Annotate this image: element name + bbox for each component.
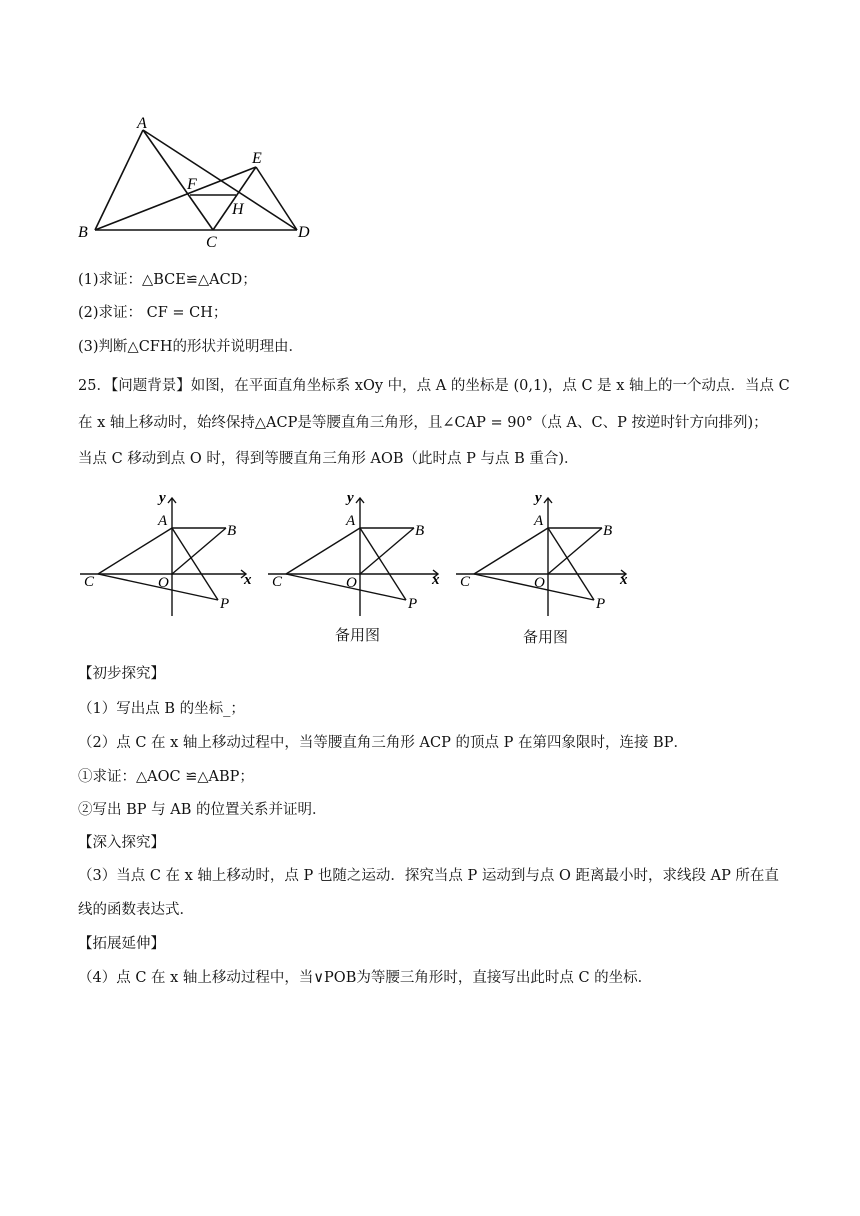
q24-part1: (1)求证：△BCE≌△ACD；: [78, 272, 257, 288]
label-a: A: [137, 115, 147, 132]
fig2-x-label: x: [432, 572, 440, 588]
fig3-c-label: C: [460, 574, 471, 590]
fig1-o-label: O: [158, 575, 169, 591]
q25-question1: （1）写出点 B 的坐标_；: [78, 701, 245, 717]
q24-part3: (3)判断△CFH的形状并说明理由．: [78, 339, 303, 355]
q25-question2-part2: ②写出 BP 与 AB 的位置关系并证明．: [78, 802, 327, 818]
fig1-p-label: P: [220, 596, 230, 612]
q24-part2: (2)求证： CF = CH；: [78, 305, 228, 321]
label-e: E: [252, 150, 262, 167]
label-h: H: [232, 201, 244, 218]
figure3-caption: 备用图: [523, 628, 569, 646]
q25-intro-line3: 当点 C 移动到点 O 时，得到等腰直角三角形 AOB（此时点 P 与点 B 重合)．: [78, 451, 579, 467]
section-extension: 【拓展延伸】: [78, 936, 165, 952]
coordinate-figure-3: [454, 488, 634, 618]
fig2-c-label: C: [272, 574, 283, 590]
fig3-p-label: P: [596, 596, 606, 612]
fig2-o-label: O: [346, 575, 357, 591]
section-deep-exploration: 【深入探究】: [78, 835, 165, 851]
fig3-y-label: y: [535, 490, 542, 506]
fig2-a-label: A: [346, 513, 356, 529]
label-d: D: [298, 224, 310, 241]
q25-question2: （2）点 C 在 x 轴上移动过程中，当等腰直角三角形 ACP 的顶点 P 在第四象限时，连接 BP．: [78, 735, 688, 751]
q25-question3-line2: 线的函数表达式．: [78, 902, 194, 918]
section-initial-exploration: 【初步探究】: [78, 666, 165, 682]
fig1-x-label: x: [244, 572, 252, 588]
fig3-a-label: A: [534, 513, 544, 529]
fig1-c-label: C: [84, 574, 95, 590]
label-c: C: [206, 234, 217, 251]
fig2-y-label: y: [347, 490, 354, 506]
fig3-b-label: B: [603, 523, 613, 539]
fig1-b-label: B: [227, 523, 237, 539]
coordinate-figure-2: [266, 488, 446, 618]
fig2-b-label: B: [415, 523, 425, 539]
q25-question3-line1: （3）当点 C 在 x 轴上移动时，点 P 也随之运动．探究当点 P 运动到与点 O 距离最小时，求线段 AP 所在直: [78, 868, 779, 884]
q25-question4: （4）点 C 在 x 轴上移动过程中，当∨POB为等腰三角形时，直接写出此时点 C 的坐标．: [78, 970, 653, 986]
fig3-o-label: O: [534, 575, 545, 591]
q25-question2-part1: ①求证：△AOC ≌△ABP；: [78, 769, 254, 785]
figure2-caption: 备用图: [335, 626, 381, 644]
fig1-y-label: y: [159, 490, 166, 506]
q25-intro-line2: 在 x 轴上移动时，始终保持△ACP是等腰直角三角形，且∠CAP = 90°（点 A、C、P 按逆时针方向排列)；: [78, 415, 768, 431]
fig3-x-label: x: [620, 572, 628, 588]
label-b: B: [78, 224, 88, 241]
fig1-a-label: A: [158, 513, 168, 529]
triangle-figure: [70, 110, 330, 260]
label-f: F: [187, 176, 197, 193]
q25-intro-line1: 25．【问题背景】如图，在平面直角坐标系 xOy 中，点 A 的坐标是 (0,1)，点 C 是 x 轴上的一个动点．当点 C: [78, 378, 790, 394]
coordinate-figure-1: [78, 488, 258, 618]
fig2-p-label: P: [408, 596, 418, 612]
